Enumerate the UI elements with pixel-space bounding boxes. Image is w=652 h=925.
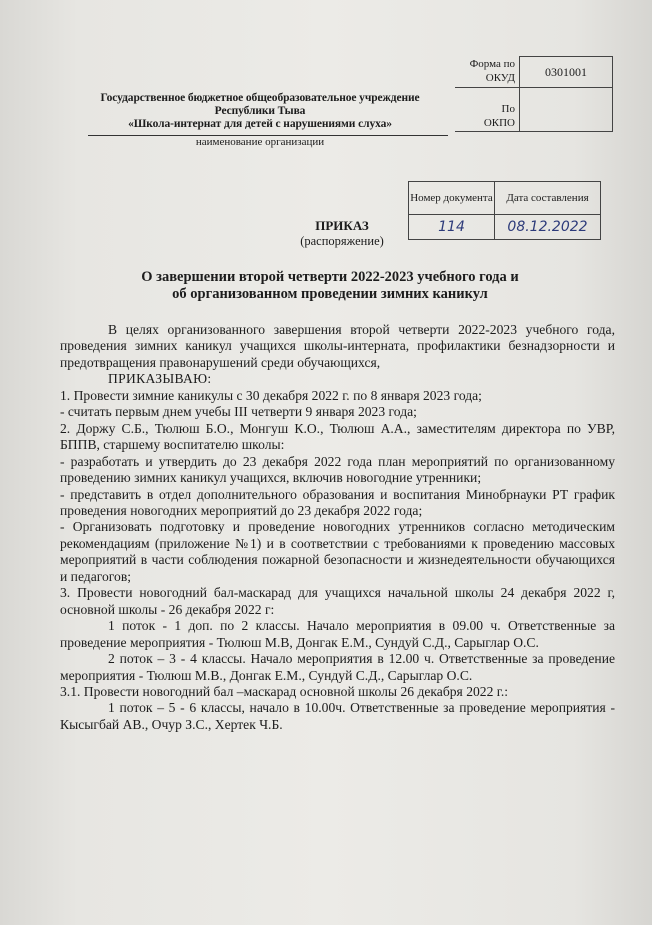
item-2-a: - разработать и утвердить до 23 декабря 2022 года план мероприятий по организованному проведению зимних каникул учащихся, включив новогодние утренники; xyxy=(60,453,615,486)
intro-paragraph: В целях организованного завершения второй четверти 2022-2023 учебного года, проведения зимних каникул учащихся школы-интерната, профилактики безнадзорности и предотвращения правонарушений среди обучающихся, xyxy=(60,322,615,370)
doc-date-header: Дата составления xyxy=(495,182,601,215)
item-3: 3. Провести новогодний бал-маскарад для учащихся начальной школы 24 декабря 2022 г, основной школы - 26 декабря 2022 г: xyxy=(60,585,615,617)
document-body xyxy=(60,322,615,733)
item-2-b: - представить в отдел дополнительного образования и воспитания Минобрнауки РТ график проведения новогодних мероприятий до 23 декабря 2022 года; xyxy=(60,486,615,518)
prikaz-title: ПРИКАЗ xyxy=(315,218,369,233)
document-title-line-2: об организованном проведении зимних каникул xyxy=(172,286,488,302)
doc-number-header: Номер документа xyxy=(409,182,495,215)
document-title xyxy=(70,269,590,303)
okpo-label: ОКПО xyxy=(483,117,515,129)
item-3-stream-1: 1 поток - 1 доп. по 2 классы. Начало мероприятия в 09.00 ч. Ответственные за проведение мероприятия - Тюлюш М.В, Донгак Е.М., Сундуй С.Д., Сарыглар О.С. xyxy=(60,618,615,650)
okud-code-box: 0301001 xyxy=(519,56,613,88)
item-3-1-stream-1: 1 поток – 5 - 6 классы, начало в 10.00ч. Ответственные за проведение мероприятия - Кысыгбай АВ., Очур З.С., Хертек Ч.Б. xyxy=(60,700,615,732)
item-2: 2. Доржу С.Б., Тюлюш Б.О., Монгуш К.О., Тюлюш А.А., заместителям директора по УВР, БППВ, старшему воспитателю школы: xyxy=(60,420,615,453)
okud-line xyxy=(455,87,519,88)
forma-label: Форма по xyxy=(469,58,515,70)
org-caption: наименование организации xyxy=(195,136,325,148)
po-label: По xyxy=(501,103,515,115)
document-title-line-1: О завершении второй четверти 2022-2023 учебного года и xyxy=(141,269,519,285)
doc-number-table xyxy=(408,181,601,240)
okud-label: ОКУД xyxy=(485,72,515,84)
item-3-1: 3.1. Провести новогодний бал –маскарад основной школы 26 декабря 2022 г.: xyxy=(60,683,508,699)
prikazyvayu: ПРИКАЗЫВАЮ: xyxy=(108,371,212,387)
org-line-2: Республики Тыва xyxy=(214,105,306,117)
org-line-1: Государственное бюджетное общеобразовательное учреждение xyxy=(100,92,420,104)
item-1: 1. Провести зимние каникулы с 30 декабря 2022 г. по 8 января 2023 года; xyxy=(60,387,482,403)
doc-date-value: 08.12.2022 xyxy=(495,215,601,240)
okpo-code-box xyxy=(519,87,613,132)
prikaz-subtitle: (распоряжение) xyxy=(300,234,384,248)
item-1-sub: - считать первым днем учебы III четверти 9 января 2023 года; xyxy=(60,404,417,420)
org-line-3: «Школа-интернат для детей с нарушениями слуха» xyxy=(128,118,392,130)
item-3-stream-2: 2 поток – 3 - 4 классы. Начало мероприятия в 12.00 ч. Ответственные за проведение мероприятия - Тюлюш М.В., Донгак Е.М., Сундуй С.Д., Сарыглар О.С. xyxy=(60,651,615,683)
doc-number-value: 114 xyxy=(409,215,495,240)
organization-name xyxy=(60,92,460,131)
item-2-c: - Организовать подготовку и проведение новогодних утренников согласно методическим рекомендациям (приложение №1) и в соответствии с требованиями к проведению массовых мероприятий в части соблюдения пожарной безопасности и жизнедеятельности обучающихся и педагогов; xyxy=(60,519,615,584)
okpo-line xyxy=(455,131,519,132)
